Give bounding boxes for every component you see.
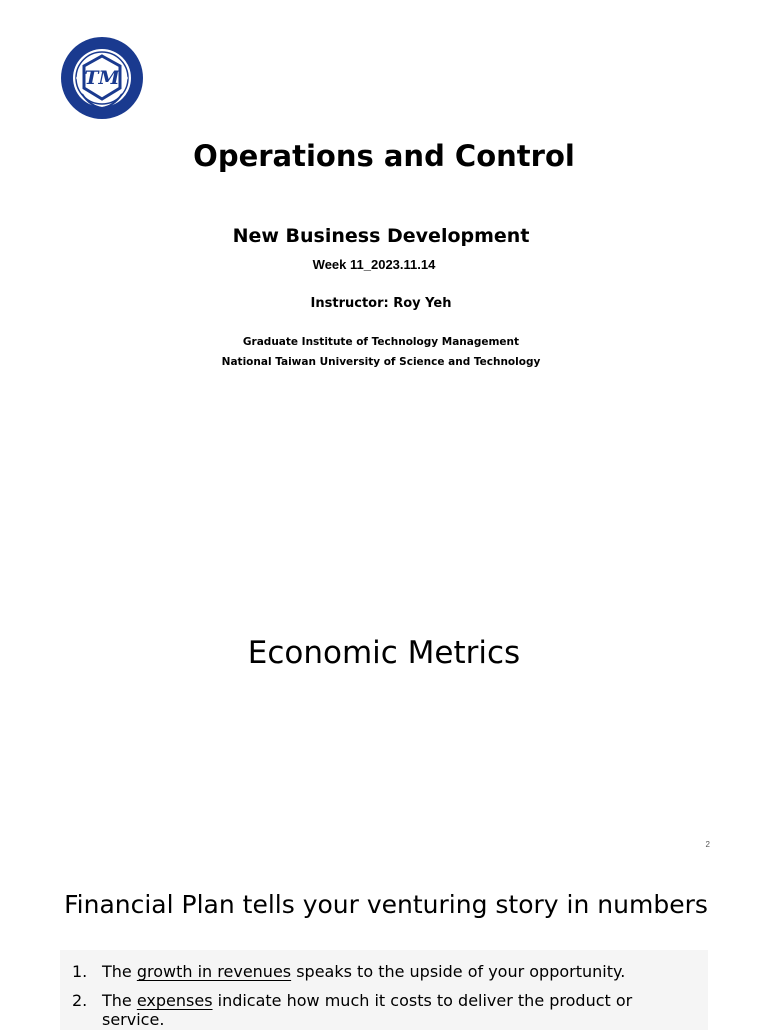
week-date: Week 11_2023.11.14 xyxy=(312,257,436,272)
content-title: Financial Plan tells your venturing story in numbers xyxy=(64,890,708,919)
institute-line-1: Graduate Institute of Technology Management xyxy=(242,336,520,348)
section-title: Economic Metrics xyxy=(247,635,521,671)
list-number: 2. xyxy=(72,991,88,1010)
svg-text:TM: TM xyxy=(84,67,120,89)
content-slide xyxy=(0,860,768,1029)
course-name: New Business Development xyxy=(232,225,530,247)
list-text: The xyxy=(102,962,137,981)
institute-line-2: National Taiwan University of Science and Technology xyxy=(221,356,541,368)
slide-title: Operations and Control xyxy=(193,139,575,173)
list-continuation: service. xyxy=(102,1010,165,1029)
list-text: indicate how much it costs to deliver the product or xyxy=(212,991,633,1010)
list-item xyxy=(72,957,672,986)
list-number: 1. xyxy=(72,962,88,981)
underlined-term: growth in revenues xyxy=(136,962,292,981)
list-text: The xyxy=(102,991,137,1010)
numbered-list xyxy=(72,957,672,1034)
title-slide xyxy=(0,0,768,420)
page-number: 2 xyxy=(705,840,710,849)
section-slide xyxy=(0,420,768,860)
university-seal-icon xyxy=(60,36,144,120)
instructor: Instructor: Roy Yeh xyxy=(310,296,452,311)
underlined-term: expenses xyxy=(136,991,213,1010)
list-text: speaks to the upside of your opportunity. xyxy=(291,962,626,981)
